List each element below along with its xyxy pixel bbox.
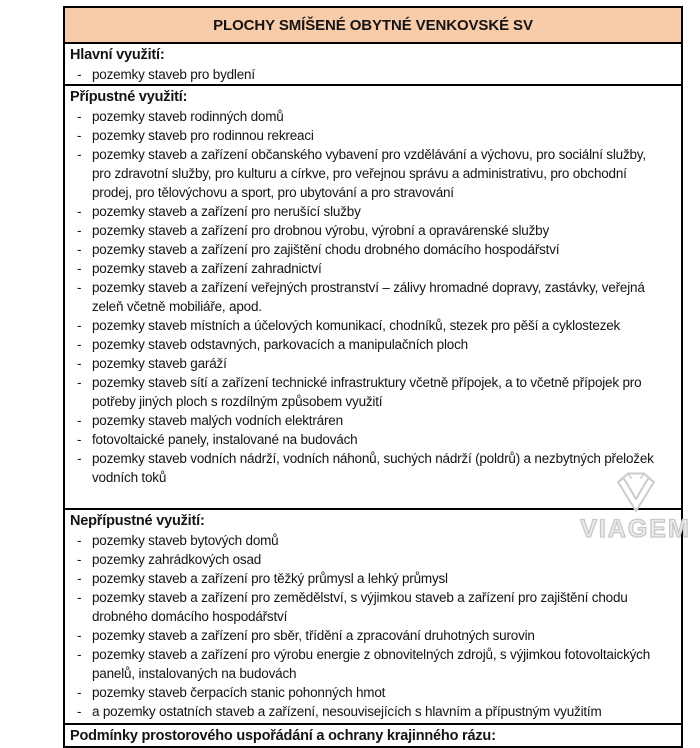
list-item [65, 449, 681, 487]
list-item [65, 259, 681, 278]
list-item [65, 354, 681, 373]
list-item-text: pozemky staveb sítí a zařízení technické infrastruktury včetně přípojek, a to včetně přípojek pro potřeby jiných ploch s rozdílným způsobem využití [92, 375, 642, 409]
section-heading: Nepřípustné využití: [70, 513, 205, 529]
list-item [65, 202, 681, 221]
list-item-text: pozemky staveb a zařízení pro zajištění chodu drobného domácího hospodářství [92, 242, 560, 257]
list-item-text: pozemky staveb a zařízení pro nerušící služby [92, 204, 361, 219]
bullet-dash: - [77, 533, 82, 548]
bullet-dash: - [77, 147, 82, 162]
list-item-text: pozemky staveb bytových domů [92, 533, 279, 548]
list-item-text: pozemky staveb rodinných domů [92, 109, 284, 124]
list-item [65, 588, 681, 626]
section-heading: Přípustné využití: [70, 89, 188, 105]
table-title-row [65, 8, 681, 44]
list-item-text: a pozemky ostatních staveb a zařízení, nesouvisejících s hlavním a přípustným využitím [92, 704, 602, 719]
list-item [65, 569, 681, 588]
section-permissible-use [65, 86, 681, 510]
bullet-dash: - [77, 337, 82, 352]
section-spatial-conditions [65, 725, 681, 746]
list-item [65, 278, 681, 316]
list-item-text: pozemky staveb a zařízení pro těžký průmysl a lehký průmysl [92, 571, 448, 586]
bullet-dash: - [77, 356, 82, 371]
section-heading: Podmínky prostorového uspořádání a ochrany krajinného rázu: [70, 728, 496, 744]
list-item [65, 107, 681, 126]
list-item [65, 430, 681, 449]
list-item [65, 126, 681, 145]
list-item [65, 411, 681, 430]
list-item [65, 335, 681, 354]
list-item [65, 373, 681, 411]
list-item-text: pozemky staveb a zařízení pro sběr, třídění a zpracování druhotných surovin [92, 628, 535, 643]
list-item [65, 145, 681, 202]
list-item-text: pozemky staveb a zařízení pro zemědělství, s výjimkou staveb a zařízení pro zajištění chodu drobného domácího hospodářství [92, 590, 628, 624]
list-item [65, 221, 681, 240]
section-impermissible-use [65, 510, 681, 725]
bullet-dash: - [77, 67, 82, 82]
list-item [65, 316, 681, 335]
list-item [65, 683, 681, 702]
list-item-text: pozemky staveb odstavných, parkovacích a manipulačních ploch [92, 337, 468, 352]
bullet-dash: - [77, 128, 82, 143]
bullet-dash: - [77, 375, 82, 390]
list-item [65, 240, 681, 259]
list-item-text: pozemky staveb vodních nádrží, vodních náhonů, suchých nádrží (poldrů) a nezbytných přeložek vodních toků [92, 451, 654, 485]
bullet-dash: - [77, 204, 82, 219]
section-main-use [65, 44, 681, 86]
list-item [65, 702, 681, 721]
list-item-text: pozemky staveb čerpacích stanic pohonných hmot [92, 685, 386, 700]
list-item-text: pozemky staveb a zařízení veřejných prostranství – zálivy hromadné dopravy, zastávky, veřejná zeleň včetně mobiliáře, apod. [92, 280, 645, 314]
list-item-text: pozemky staveb pro rodinnou rekreaci [92, 128, 314, 143]
list-item-text: pozemky staveb a zařízení zahradnictví [92, 261, 322, 276]
bullet-dash: - [77, 704, 82, 719]
list-item [65, 626, 681, 645]
list-item-text: pozemky staveb a zařízení občanského vybavení pro vzdělávání a výchovu, pro sociální služby, pro zdravotní služby, pro kulturu a církve, pro veřejnou správu a administrativu, pro obchodní prodej, pro tělovýchovu a sport, pro ubytování a pro stravování [92, 147, 646, 200]
list-item-text: pozemky staveb a zařízení pro výrobu energie z obnovitelných zdrojů, s výjimkou fotovoltaických panelů, instalovaných na budovách [92, 647, 651, 681]
zoning-table [63, 6, 683, 748]
list-item [65, 550, 681, 569]
bullet-dash: - [77, 242, 82, 257]
bullet-dash: - [77, 109, 82, 124]
bullet-dash: - [77, 590, 82, 605]
bullet-dash: - [77, 685, 82, 700]
page-title: PLOCHY SMÍŠENÉ OBYTNÉ VENKOVSKÉ SV [213, 16, 533, 34]
list-item [65, 531, 681, 550]
list-item-text: pozemky staveb pro bydlení [92, 67, 255, 82]
bullet-dash: - [77, 432, 82, 447]
list-item-text: pozemky staveb malých vodních elektráren [92, 413, 343, 428]
bullet-dash: - [77, 261, 82, 276]
bullet-dash: - [77, 318, 82, 333]
bullet-dash: - [77, 552, 82, 567]
bullet-dash: - [77, 223, 82, 238]
bullet-dash: - [77, 451, 82, 466]
bullet-dash: - [77, 413, 82, 428]
bullet-dash: - [77, 571, 82, 586]
list-item-text: pozemky staveb místních a účelových komunikací, chodníků, stezek pro pěší a cyklostezek [92, 318, 621, 333]
bullet-dash: - [77, 280, 82, 295]
watermark-text: VIAGEM [580, 515, 691, 543]
list-item [65, 65, 681, 84]
list-item-text: pozemky staveb garáží [92, 356, 227, 371]
section-heading: Hlavní využití: [70, 47, 165, 63]
list-item [65, 645, 681, 683]
bullet-dash: - [77, 628, 82, 643]
bullet-dash: - [77, 647, 82, 662]
list-item-text: fotovoltaické panely, instalované na budovách [92, 432, 358, 447]
list-item-text: pozemky staveb a zařízení pro drobnou výrobu, výrobní a opravárenské služby [92, 223, 549, 238]
list-item-text: pozemky zahrádkových osad [92, 552, 262, 567]
